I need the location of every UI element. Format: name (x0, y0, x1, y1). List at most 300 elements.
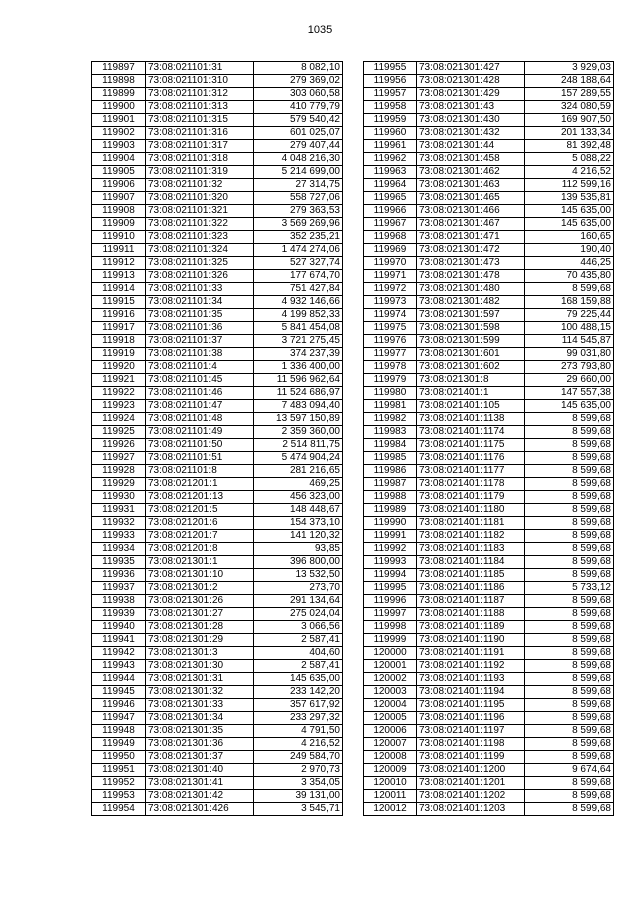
cadastral-number-cell: 73:08:021101:316 (146, 127, 254, 140)
cadastral-number-cell: 73:08:021301:465 (417, 192, 525, 205)
value-cell: 114 545,87 (525, 335, 614, 348)
row-number-cell: 119967 (364, 218, 417, 231)
table-row (364, 361, 614, 374)
cadastral-number-cell: 73:08:021301:30 (146, 660, 254, 673)
cadastral-number-cell: 73:08:021301:2 (146, 582, 254, 595)
cadastral-number-cell: 73:08:021101:33 (146, 283, 254, 296)
row-number-cell: 119933 (92, 530, 146, 543)
row-number-cell: 119901 (92, 114, 146, 127)
row-number-cell: 119941 (92, 634, 146, 647)
value-cell: 154 373,10 (254, 517, 343, 530)
table-row (364, 322, 614, 335)
value-cell: 81 392,48 (525, 140, 614, 153)
table-row (364, 699, 614, 712)
table-row (92, 725, 343, 738)
cadastral-number-cell: 73:08:021301:8 (417, 374, 525, 387)
value-cell: 8 599,68 (525, 465, 614, 478)
value-cell: 2 359 360,00 (254, 426, 343, 439)
value-cell: 7 483 094,40 (254, 400, 343, 413)
cadastral-number-cell: 73:08:021401:1174 (417, 426, 525, 439)
value-cell: 160,65 (525, 231, 614, 244)
row-number-cell: 119993 (364, 556, 417, 569)
table-row (364, 387, 614, 400)
table-row (92, 270, 343, 283)
row-number-cell: 119987 (364, 478, 417, 491)
cadastral-number-cell: 73:08:021401:1196 (417, 712, 525, 725)
row-number-cell: 119969 (364, 244, 417, 257)
table-row (92, 465, 343, 478)
row-number-cell: 119940 (92, 621, 146, 634)
row-number-cell: 119962 (364, 153, 417, 166)
row-number-cell: 119992 (364, 543, 417, 556)
row-number-cell: 119990 (364, 517, 417, 530)
row-number-cell: 119948 (92, 725, 146, 738)
row-number-cell: 119996 (364, 595, 417, 608)
table-row (92, 478, 343, 491)
table-row (92, 647, 343, 660)
cadastral-number-cell: 73:08:021301:10 (146, 569, 254, 582)
row-number-cell: 119955 (364, 62, 417, 75)
row-number-cell: 119983 (364, 426, 417, 439)
row-number-cell: 120005 (364, 712, 417, 725)
cadastral-number-cell: 73:08:021301:26 (146, 595, 254, 608)
row-number-cell: 119973 (364, 296, 417, 309)
cadastral-number-cell: 73:08:021301:36 (146, 738, 254, 751)
table-row (364, 140, 614, 153)
value-cell: 93,85 (254, 543, 343, 556)
cadastral-number-cell: 73:08:021301:1 (146, 556, 254, 569)
cadastral-number-cell: 73:08:021401:1200 (417, 764, 525, 777)
cadastral-number-cell: 73:08:021101:323 (146, 231, 254, 244)
table-row (364, 348, 614, 361)
cadastral-number-cell: 73:08:021401:1194 (417, 686, 525, 699)
value-cell: 112 599,16 (525, 179, 614, 192)
cadastral-number-cell: 73:08:021401:1180 (417, 504, 525, 517)
value-cell: 2 587,41 (254, 660, 343, 673)
row-number-cell: 119908 (92, 205, 146, 218)
table-row (92, 673, 343, 686)
table-row (364, 504, 614, 517)
cadastral-number-cell: 73:08:021401:1202 (417, 790, 525, 803)
value-cell: 141 120,32 (254, 530, 343, 543)
value-cell: 249 584,70 (254, 751, 343, 764)
row-number-cell: 119904 (92, 153, 146, 166)
cadastral-number-cell: 73:08:021101:50 (146, 439, 254, 452)
cadastral-number-cell: 73:08:021101:31 (146, 62, 254, 75)
table-row (364, 465, 614, 478)
table-row (364, 634, 614, 647)
value-cell: 8 599,68 (525, 790, 614, 803)
value-cell: 233 297,32 (254, 712, 343, 725)
cadastral-number-cell: 73:08:021101:49 (146, 426, 254, 439)
table-row (92, 712, 343, 725)
value-cell: 324 080,59 (525, 101, 614, 114)
row-number-cell: 119918 (92, 335, 146, 348)
table-row (92, 322, 343, 335)
value-cell: 558 727,06 (254, 192, 343, 205)
value-cell: 29 660,00 (525, 374, 614, 387)
value-cell: 9 674,64 (525, 764, 614, 777)
table-row (364, 595, 614, 608)
cadastral-number-cell: 73:08:021401:1197 (417, 725, 525, 738)
table-row (364, 192, 614, 205)
table-row (92, 140, 343, 153)
row-number-cell: 119982 (364, 413, 417, 426)
row-number-cell: 119952 (92, 777, 146, 790)
table-row (92, 686, 343, 699)
table-row (92, 439, 343, 452)
cadastral-number-cell: 73:08:021401:1195 (417, 699, 525, 712)
row-number-cell: 119978 (364, 361, 417, 374)
row-number-cell: 119917 (92, 322, 146, 335)
row-number-cell: 119928 (92, 465, 146, 478)
value-cell: 601 025,07 (254, 127, 343, 140)
value-cell: 2 587,41 (254, 634, 343, 647)
cadastral-number-cell: 73:08:021201:6 (146, 517, 254, 530)
table-row (92, 179, 343, 192)
cadastral-number-cell: 73:08:021101:318 (146, 153, 254, 166)
value-cell: 8 599,68 (525, 556, 614, 569)
value-cell: 8 599,68 (525, 725, 614, 738)
value-cell: 8 599,68 (525, 491, 614, 504)
table-row (92, 127, 343, 140)
value-cell: 8 599,68 (525, 712, 614, 725)
value-cell: 27 314,75 (254, 179, 343, 192)
table-row (92, 582, 343, 595)
value-cell: 201 133,34 (525, 127, 614, 140)
cadastral-number-cell: 73:08:021301:471 (417, 231, 525, 244)
table-row (92, 634, 343, 647)
table-row (92, 751, 343, 764)
value-cell: 1 336 400,00 (254, 361, 343, 374)
value-cell: 2 970,73 (254, 764, 343, 777)
value-cell: 8 599,68 (525, 530, 614, 543)
value-cell: 5 841 454,08 (254, 322, 343, 335)
row-number-cell: 119991 (364, 530, 417, 543)
cadastral-number-cell: 73:08:021301:428 (417, 75, 525, 88)
value-cell: 8 599,68 (525, 751, 614, 764)
cadastral-number-cell: 73:08:021401:105 (417, 400, 525, 413)
row-number-cell: 119986 (364, 465, 417, 478)
row-number-cell: 119923 (92, 400, 146, 413)
value-cell: 3 354,05 (254, 777, 343, 790)
value-cell: 303 060,58 (254, 88, 343, 101)
cadastral-number-cell: 73:08:021301:33 (146, 699, 254, 712)
cadastral-number-cell: 73:08:021201:7 (146, 530, 254, 543)
cadastral-number-cell: 73:08:021301:430 (417, 114, 525, 127)
cadastral-number-cell: 73:08:021401:1198 (417, 738, 525, 751)
table-row (364, 400, 614, 413)
value-cell: 99 031,80 (525, 348, 614, 361)
value-cell: 8 599,68 (525, 569, 614, 582)
cadastral-number-cell: 73:08:021401:1 (417, 387, 525, 400)
cadastral-number-cell: 73:08:021401:1177 (417, 465, 525, 478)
cadastral-number-cell: 73:08:021301:429 (417, 88, 525, 101)
row-number-cell: 119929 (92, 478, 146, 491)
row-number-cell: 119972 (364, 283, 417, 296)
value-cell: 8 599,68 (525, 283, 614, 296)
cadastral-number-cell: 73:08:021401:1199 (417, 751, 525, 764)
row-number-cell: 119902 (92, 127, 146, 140)
row-number-cell: 119937 (92, 582, 146, 595)
cadastral-number-cell: 73:08:021201:5 (146, 504, 254, 517)
table-row (92, 556, 343, 569)
row-number-cell: 119971 (364, 270, 417, 283)
value-cell: 4 048 216,30 (254, 153, 343, 166)
cadastral-number-cell: 73:08:021101:319 (146, 166, 254, 179)
cadastral-number-cell: 73:08:021401:1178 (417, 478, 525, 491)
table-row (92, 413, 343, 426)
table-row (92, 764, 343, 777)
value-cell: 8 599,68 (525, 777, 614, 790)
row-number-cell: 119905 (92, 166, 146, 179)
row-number-cell: 119997 (364, 608, 417, 621)
row-number-cell: 120001 (364, 660, 417, 673)
table-row (92, 426, 343, 439)
cadastral-number-cell: 73:08:021301:602 (417, 361, 525, 374)
value-cell: 8 599,68 (525, 621, 614, 634)
cadastral-number-cell: 73:08:021401:1185 (417, 569, 525, 582)
value-cell: 13 532,50 (254, 569, 343, 582)
value-cell: 145 635,00 (525, 205, 614, 218)
table-row (92, 803, 343, 816)
value-cell: 374 237,39 (254, 348, 343, 361)
table-row (92, 283, 343, 296)
cadastral-number-cell: 73:08:021401:1184 (417, 556, 525, 569)
cadastral-number-cell: 73:08:021301:44 (417, 140, 525, 153)
cadastral-number-cell: 73:08:021101:48 (146, 413, 254, 426)
table-row (92, 166, 343, 179)
row-number-cell: 119977 (364, 348, 417, 361)
value-cell: 279 363,53 (254, 205, 343, 218)
value-cell: 11 596 962,64 (254, 374, 343, 387)
row-number-cell: 119956 (364, 75, 417, 88)
row-number-cell: 120011 (364, 790, 417, 803)
cadastral-number-cell: 73:08:021301:426 (146, 803, 254, 816)
table-row (364, 296, 614, 309)
value-cell: 139 535,81 (525, 192, 614, 205)
cadastral-number-cell: 73:08:021301:598 (417, 322, 525, 335)
row-number-cell: 119976 (364, 335, 417, 348)
cadastral-number-cell: 73:08:021201:1 (146, 478, 254, 491)
row-number-cell: 119898 (92, 75, 146, 88)
value-cell: 148 448,67 (254, 504, 343, 517)
row-number-cell: 119900 (92, 101, 146, 114)
value-cell: 39 131,00 (254, 790, 343, 803)
table-row (92, 699, 343, 712)
cadastral-number-cell: 73:08:021301:463 (417, 179, 525, 192)
cadastral-number-cell: 73:08:021101:51 (146, 452, 254, 465)
value-cell: 8 599,68 (525, 478, 614, 491)
row-number-cell: 119927 (92, 452, 146, 465)
cadastral-number-cell: 73:08:021301:478 (417, 270, 525, 283)
value-cell: 273 793,80 (525, 361, 614, 374)
cadastral-number-cell: 73:08:021101:321 (146, 205, 254, 218)
row-number-cell: 119910 (92, 231, 146, 244)
value-cell: 8 599,68 (525, 517, 614, 530)
table-row (364, 543, 614, 556)
value-cell: 1 474 274,06 (254, 244, 343, 257)
table-row (364, 426, 614, 439)
value-cell: 190,40 (525, 244, 614, 257)
row-number-cell: 119984 (364, 439, 417, 452)
value-cell: 8 599,68 (525, 738, 614, 751)
cadastral-number-cell: 73:08:021301:31 (146, 673, 254, 686)
table-row (364, 452, 614, 465)
table-row (364, 647, 614, 660)
row-number-cell: 119964 (364, 179, 417, 192)
value-cell: 8 599,68 (525, 673, 614, 686)
row-number-cell: 119988 (364, 491, 417, 504)
cadastral-number-cell: 73:08:021401:1186 (417, 582, 525, 595)
value-cell: 8 082,10 (254, 62, 343, 75)
value-cell: 8 599,68 (525, 595, 614, 608)
value-cell: 8 599,68 (525, 660, 614, 673)
row-number-cell: 119912 (92, 257, 146, 270)
cadastral-number-cell: 73:08:021101:322 (146, 218, 254, 231)
table-row (364, 166, 614, 179)
value-cell: 8 599,68 (525, 413, 614, 426)
row-number-cell: 119897 (92, 62, 146, 75)
value-cell: 456 323,00 (254, 491, 343, 504)
table-row (92, 608, 343, 621)
row-number-cell: 119903 (92, 140, 146, 153)
row-number-cell: 119995 (364, 582, 417, 595)
row-number-cell: 119985 (364, 452, 417, 465)
row-number-cell: 119960 (364, 127, 417, 140)
cadastral-number-cell: 73:08:021301:472 (417, 244, 525, 257)
value-cell: 4 216,52 (525, 166, 614, 179)
table-row (364, 478, 614, 491)
value-cell: 8 599,68 (525, 452, 614, 465)
table-row (364, 569, 614, 582)
cadastral-number-cell: 73:08:021301:597 (417, 309, 525, 322)
value-cell: 273,70 (254, 582, 343, 595)
row-number-cell: 119961 (364, 140, 417, 153)
value-cell: 279 369,02 (254, 75, 343, 88)
row-number-cell: 119979 (364, 374, 417, 387)
table-row (364, 257, 614, 270)
table-row (364, 660, 614, 673)
table-row (364, 153, 614, 166)
row-number-cell: 119921 (92, 374, 146, 387)
cadastral-number-cell: 73:08:021101:310 (146, 75, 254, 88)
cadastral-number-cell: 73:08:021301:29 (146, 634, 254, 647)
row-number-cell: 119938 (92, 595, 146, 608)
cadastral-number-cell: 73:08:021401:1189 (417, 621, 525, 634)
cadastral-number-cell: 73:08:021401:1175 (417, 439, 525, 452)
table-row (92, 75, 343, 88)
register-table-right (363, 61, 614, 816)
row-number-cell: 119953 (92, 790, 146, 803)
row-number-cell: 119999 (364, 634, 417, 647)
cadastral-number-cell: 73:08:021301:34 (146, 712, 254, 725)
row-number-cell: 119958 (364, 101, 417, 114)
table-row (92, 569, 343, 582)
cadastral-number-cell: 73:08:021101:312 (146, 88, 254, 101)
cadastral-number-cell: 73:08:021101:46 (146, 387, 254, 400)
row-number-cell: 119931 (92, 504, 146, 517)
table-row (364, 439, 614, 452)
row-number-cell: 119945 (92, 686, 146, 699)
row-number-cell: 120008 (364, 751, 417, 764)
table-row (364, 621, 614, 634)
value-cell: 4 791,50 (254, 725, 343, 738)
value-cell: 291 134,64 (254, 595, 343, 608)
cadastral-number-cell: 73:08:021101:34 (146, 296, 254, 309)
row-number-cell: 119907 (92, 192, 146, 205)
cadastral-number-cell: 73:08:021401:1179 (417, 491, 525, 504)
table-row (92, 595, 343, 608)
cadastral-number-cell: 73:08:021101:325 (146, 257, 254, 270)
row-number-cell: 119899 (92, 88, 146, 101)
value-cell: 357 617,92 (254, 699, 343, 712)
table-row (364, 231, 614, 244)
value-cell: 79 225,44 (525, 309, 614, 322)
value-cell: 4 932 146,66 (254, 296, 343, 309)
cadastral-number-cell: 73:08:021401:1191 (417, 647, 525, 660)
table-row (364, 686, 614, 699)
value-cell: 8 599,68 (525, 543, 614, 556)
value-cell: 396 800,00 (254, 556, 343, 569)
row-number-cell: 120002 (364, 673, 417, 686)
cadastral-number-cell: 73:08:021301:41 (146, 777, 254, 790)
cadastral-number-cell: 73:08:021101:320 (146, 192, 254, 205)
table-row (92, 192, 343, 205)
row-number-cell: 119906 (92, 179, 146, 192)
value-cell: 248 188,64 (525, 75, 614, 88)
cadastral-number-cell: 73:08:021401:1203 (417, 803, 525, 816)
table-row (92, 101, 343, 114)
row-number-cell: 119946 (92, 699, 146, 712)
cadastral-number-cell: 73:08:021101:38 (146, 348, 254, 361)
table-row (92, 517, 343, 530)
table-row (364, 517, 614, 530)
value-cell: 281 216,65 (254, 465, 343, 478)
value-cell: 4 216,52 (254, 738, 343, 751)
cadastral-number-cell: 73:08:021301:482 (417, 296, 525, 309)
table-row (92, 361, 343, 374)
table-row (92, 335, 343, 348)
table-row (92, 452, 343, 465)
row-number-cell: 120009 (364, 764, 417, 777)
row-number-cell: 119947 (92, 712, 146, 725)
value-cell: 8 599,68 (525, 634, 614, 647)
table-row (92, 374, 343, 387)
cadastral-number-cell: 73:08:021301:40 (146, 764, 254, 777)
cadastral-number-cell: 73:08:021401:1192 (417, 660, 525, 673)
row-number-cell: 120007 (364, 738, 417, 751)
value-cell: 3 569 269,96 (254, 218, 343, 231)
value-cell: 157 289,55 (525, 88, 614, 101)
table-row (92, 387, 343, 400)
row-number-cell: 119994 (364, 569, 417, 582)
cadastral-number-cell: 73:08:021401:1187 (417, 595, 525, 608)
table-row (364, 725, 614, 738)
row-number-cell: 119944 (92, 673, 146, 686)
table-row (92, 543, 343, 556)
table-row (364, 75, 614, 88)
cadastral-number-cell: 73:08:021301:462 (417, 166, 525, 179)
value-cell: 233 142,20 (254, 686, 343, 699)
table-row (92, 777, 343, 790)
value-cell: 3 721 275,45 (254, 335, 343, 348)
row-number-cell: 120012 (364, 803, 417, 816)
row-number-cell: 119963 (364, 166, 417, 179)
row-number-cell: 119959 (364, 114, 417, 127)
row-number-cell: 119914 (92, 283, 146, 296)
row-number-cell: 119998 (364, 621, 417, 634)
